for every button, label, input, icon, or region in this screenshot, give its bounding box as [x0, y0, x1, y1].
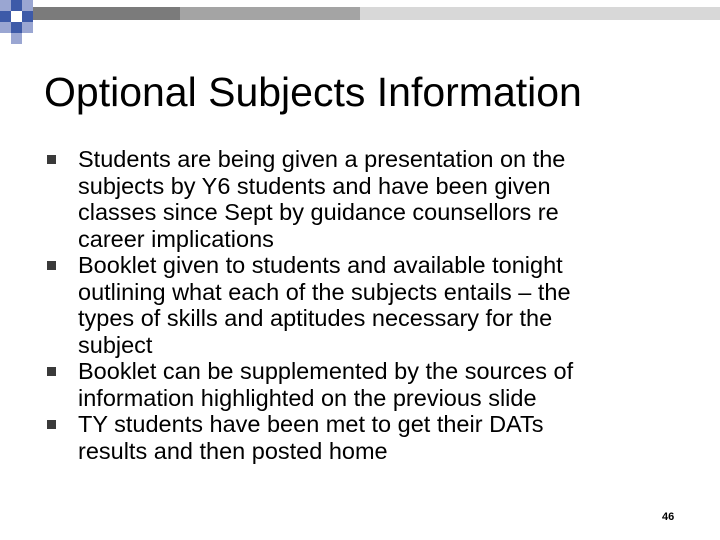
- bullet-text-line: subject: [78, 331, 153, 358]
- bullet-text-line: subjects by Y6 students and have been given: [78, 172, 551, 199]
- bullet-text-line: Students are being given a presentation on the: [78, 146, 566, 172]
- bullet-text-line: classes since Sept by guidance counsellors re: [78, 199, 559, 225]
- bullet-item-2: [44, 252, 684, 358]
- bullet-text-line: information highlighted on the previous slide: [78, 384, 537, 411]
- slide-title: Optional Subjects Information: [44, 69, 582, 115]
- bullet-text-line: outlining what each of the subjects entails – the: [78, 278, 571, 305]
- corner-decoration: [0, 0, 720, 50]
- square-bullet-icon: [47, 367, 56, 376]
- page-number: 46: [662, 511, 675, 523]
- square-bullet-icon: [47, 155, 56, 164]
- square-bullet-icon: [47, 261, 56, 270]
- bullet-text-line: TY students have been met to get their DATs: [78, 411, 544, 437]
- bullet-text-line: results and then posted home: [78, 437, 388, 464]
- square-bullet-icon: [47, 420, 56, 429]
- bullet-item-3: [44, 358, 684, 411]
- bullet-item-4: [44, 411, 684, 464]
- bullet-list: [44, 146, 684, 464]
- bullet-text-line: career implications: [78, 225, 274, 252]
- bullet-item-1: [44, 146, 684, 252]
- bullet-text-line: types of skills and aptitudes necessary for the: [78, 305, 553, 331]
- bullet-text-line: Booklet given to students and available tonight: [78, 252, 563, 278]
- bullet-text-line: Booklet can be supplemented by the sources of: [78, 358, 574, 384]
